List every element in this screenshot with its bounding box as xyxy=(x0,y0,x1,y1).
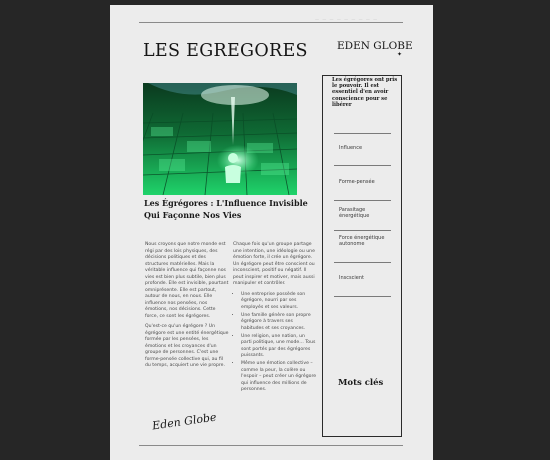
article-column-2 xyxy=(233,242,317,395)
sparkle-icon: ✦ xyxy=(397,51,403,58)
divider xyxy=(334,262,391,263)
page-title: LES EGREGORES xyxy=(143,41,308,61)
keyword-item: Parasitage énergétique xyxy=(339,207,370,220)
sidebar xyxy=(322,75,402,437)
divider xyxy=(334,165,391,166)
top-rule xyxy=(139,22,403,23)
paragraph: Chaque fois qu'un groupe partage une intention, une idéologie ou une émotion forte, il crée un égrégore. Un égrégore peut être conscient ou inconscient, positif ou négatif. Il peut inspirer et motiver, mais aussi manipuler et contrôler. xyxy=(233,242,315,286)
hero-image xyxy=(143,83,297,195)
paragraph: Qu'est-ce qu'un égrégore ? Un égrégore est une entité énergétique formée par les pensées, les émotions et les croyances d'un groupe de personnes. C'est une forme-pensée collective qui, au fil du temps, acquiert une vie propre. xyxy=(145,324,229,368)
divider xyxy=(334,230,391,231)
divider xyxy=(334,200,391,201)
keyword-item: Inscscient xyxy=(339,275,364,281)
sidebar-quote: Les égrégores ont pris le pouvoir. Il est essentiel d'en avoir conscience pour se libérer xyxy=(332,77,398,108)
divider xyxy=(334,296,391,297)
article-title: Les Égrégores : L'Influence Invisible Qui Façonne Nos Vies xyxy=(144,198,308,220)
article-column-1 xyxy=(145,242,229,374)
paragraph: Nous croyons que notre monde est régi par des lois physiques, des décisions politiques et des structures matérielles. Mais la véritable influence qui façonne nos vies est bien plus subtile, bien plus profonde. Elle est invisible, pourtant omniprésente. Elle est partout, autour de nous, en nous. Elle influence nos pensées, nos émotions, nos décisions. Cette force, ce sont les égrégores. xyxy=(145,242,229,319)
faint-header-text: — — — — — — — — — xyxy=(315,17,379,22)
document-page xyxy=(110,5,433,460)
list-item: • Même une émotion collective – comme la peur, la colère ou l'espoir – peut créer un égrégore qui influence des millions de personnes. xyxy=(241,361,317,394)
brand-name: EDEN GLOBE xyxy=(337,40,413,52)
keyword-item: Forme-pensée xyxy=(339,179,375,185)
divider xyxy=(334,133,391,134)
signature: Eden Globe xyxy=(151,410,218,433)
bullet-list xyxy=(233,292,317,394)
keywords-heading: Mots clés xyxy=(338,378,384,388)
keyword-item: Force énergétique autonome xyxy=(339,235,385,248)
list-item: • Une entreprise possède son égrégore, nourri par ses employés et ses valeurs. xyxy=(241,292,317,312)
keyword-item: Influence xyxy=(339,145,363,151)
bottom-rule xyxy=(139,445,403,446)
list-item: • Une famille génère son propre égrégore à travers ses habitudes et ses croyances. xyxy=(241,313,317,333)
list-item: • Une religion, une nation, un parti politique, une mode… Tous sont portés par des égrégores puissants. xyxy=(241,334,317,360)
